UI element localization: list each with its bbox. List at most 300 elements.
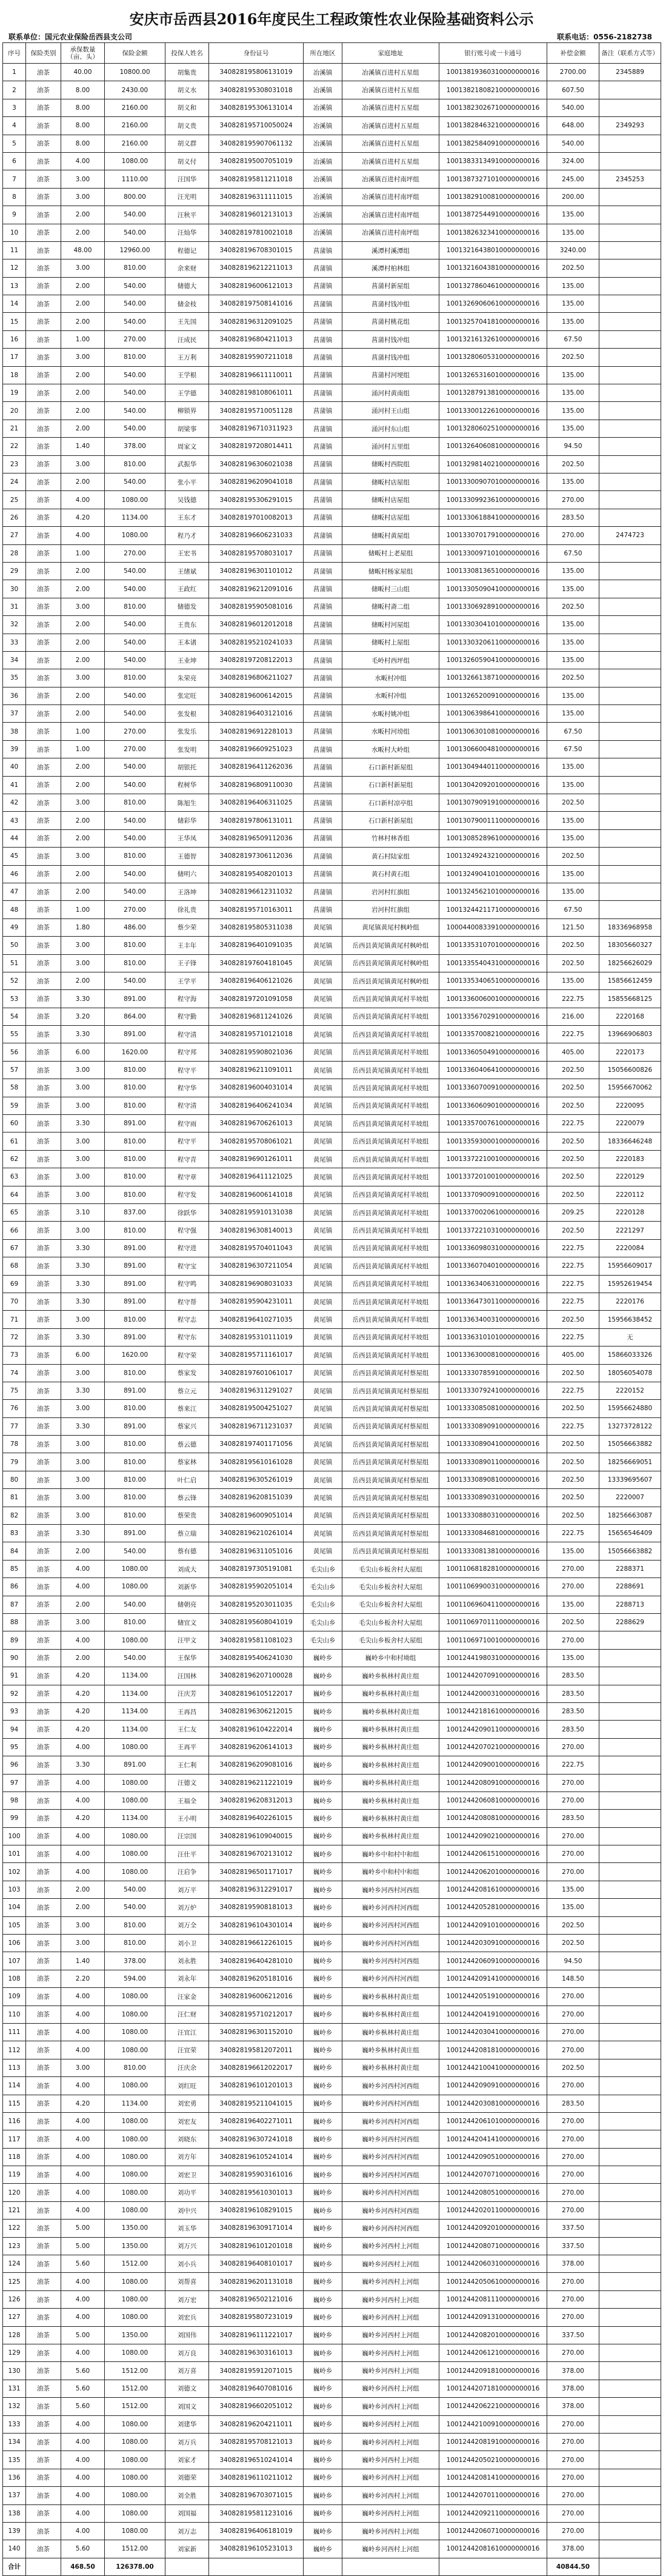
cell-insured-amount: 810.00: [105, 1400, 165, 1417]
cell-quantity: 4.00: [61, 1774, 105, 1791]
cell-remark: 18056054078: [599, 1364, 661, 1382]
cell-quantity: 3.00: [61, 1453, 105, 1471]
cell-insured-amount: 810.00: [105, 349, 165, 366]
cell-region: 黄尾镇: [304, 972, 342, 989]
table-row: [3, 2469, 661, 2486]
cell-address: 巍岭乡中和村中和组: [342, 1863, 439, 1881]
cell-quantity: 2.00: [61, 384, 105, 402]
cell-address: 巍岭乡枞林村黄庄组: [342, 1791, 439, 1809]
cell-category: 油茶: [26, 366, 61, 384]
cell-compensation: 283.50: [547, 1667, 599, 1685]
cell-id-number: 340828196108291015: [209, 2201, 304, 2219]
cell-category: 油茶: [26, 1026, 61, 1043]
cell-category: 油茶: [26, 2344, 61, 2362]
cell-category: 油茶: [26, 918, 61, 936]
cell-region: 巍岭乡: [304, 2433, 342, 2451]
cell-account: 10012442070910000000016: [439, 1667, 547, 1685]
cell-remark: [599, 705, 661, 723]
cell-address: 冶溪镇百进村五星组: [342, 99, 439, 116]
cell-quantity: 2.00: [61, 651, 105, 669]
cell-insured-amount: 1080.00: [105, 491, 165, 509]
cell-seq: 58: [3, 1079, 26, 1097]
cell-account: 10013825840910000000016: [439, 135, 547, 152]
cell-seq: 30: [3, 580, 26, 598]
cell-address: 巍岭乡枞林村黄庄组: [342, 1702, 439, 1720]
cell-quantity: 3.00: [61, 937, 105, 954]
cell-account: 10011068182810000000016: [439, 1560, 547, 1577]
cell-name: 刘永年: [165, 1970, 209, 1987]
cell-id-number: 340828196411262036: [209, 758, 304, 776]
table-row: [3, 883, 661, 900]
cell-id-number: 340828196308140013: [209, 1222, 304, 1239]
cell-seq: 10: [3, 224, 26, 241]
header-address: 家庭地址: [342, 43, 439, 64]
cell-name: 胡义贵: [165, 117, 209, 135]
cell-address: 岳西县黄尾镇黄尾村半坡组: [342, 1186, 439, 1203]
cell-compensation: 270.00: [547, 2184, 599, 2201]
cell-category: 油茶: [26, 1257, 61, 1275]
cell-region: 黄尾镇: [304, 1400, 342, 1417]
cell-address: 冶溪镇百进村南坪组: [342, 188, 439, 206]
cell-account: 10013360704010000000016: [439, 1257, 547, 1275]
cell-id-number: 340828196104301014: [209, 1916, 304, 1934]
cell-name: 刘宏勇: [165, 2095, 209, 2112]
cell-address: 巍岭乡河西村上河组: [342, 2237, 439, 2255]
page-title: 安庆市岳西县2016年度民生工程政策性农业保险基础资料公示: [129, 10, 534, 28]
cell-insured-amount: 810.00: [105, 954, 165, 972]
table-row: [3, 330, 661, 348]
cell-remark: [599, 2023, 661, 2041]
cell-address: 岳西县黄尾镇黄尾村蔡屋组: [342, 1417, 439, 1435]
cell-remark: [599, 1702, 661, 1720]
cell-seq: 61: [3, 1132, 26, 1150]
cell-insured-amount: 2430.00: [105, 81, 165, 99]
cell-remark: [599, 1791, 661, 1809]
cell-account: 10012442061510000000016: [439, 1845, 547, 1863]
cell-category: 油茶: [26, 1613, 61, 1631]
cell-name: 胡义付: [165, 152, 209, 170]
cell-id-number: 340828196708301015: [209, 241, 304, 259]
cell-account: 10013303041010000000016: [439, 616, 547, 634]
cell-insured-amount: 810.00: [105, 1186, 165, 1203]
cell-name: 胡集贵: [165, 64, 209, 81]
table-row: [3, 562, 661, 580]
table-row: [3, 723, 661, 740]
cell-id-number: 340828196602051012: [209, 2398, 304, 2415]
cell-remark: [599, 152, 661, 170]
cell-insured-amount: 891.00: [105, 1756, 165, 1774]
cell-account: 10013364730110000000016: [439, 1293, 547, 1310]
table-row: [3, 2362, 661, 2380]
cell-compensation: 337.50: [547, 2326, 599, 2344]
cell-address: 巍岭乡河西村河西组: [342, 2166, 439, 2184]
cell-remark: [599, 723, 661, 740]
cell-account: 10012442070710000000016: [439, 2166, 547, 2184]
total-address: [342, 2558, 439, 2575]
cell-region: 菖蒲镇: [304, 723, 342, 740]
cell-id-number: 340828197601061017: [209, 1364, 304, 1382]
cell-name: 刘功平: [165, 2184, 209, 2201]
table-row: [3, 634, 661, 651]
cell-category: 油茶: [26, 1008, 61, 1025]
cell-account: 10013300971010000000016: [439, 544, 547, 562]
cell-seq: 1: [3, 64, 26, 81]
cell-region: 菖蒲镇: [304, 241, 342, 259]
cell-category: 油茶: [26, 2201, 61, 2219]
cell-account: 10013360980310000000016: [439, 1239, 547, 1257]
cell-quantity: 4.00: [61, 2112, 105, 2130]
contact-unit: 联系单位：国元农业保险岳西县支公司: [8, 33, 133, 41]
cell-id-number: 340828195710051128: [209, 402, 304, 420]
cell-insured-amount: 1080.00: [105, 1631, 165, 1649]
cell-seq: 111: [3, 2023, 26, 2041]
cell-region: 巍岭乡: [304, 1649, 342, 1667]
cell-address: 岳西县黄尾镇黄尾村半坡组: [342, 1328, 439, 1346]
cell-name: 程守青: [165, 1150, 209, 1168]
cell-insured-amount: 10800.00: [105, 64, 165, 81]
cell-region: 黄尾镇: [304, 1257, 342, 1275]
cell-compensation: 67.50: [547, 723, 599, 740]
cell-account: 10013359300010000000016: [439, 1132, 547, 1150]
cell-compensation: 222.75: [547, 1382, 599, 1399]
table-body: [3, 64, 661, 2576]
cell-compensation: 202.50: [547, 1400, 599, 1417]
cell-compensation: 67.50: [547, 330, 599, 348]
cell-region: 黄尾镇: [304, 1311, 342, 1328]
cell-remark: [599, 544, 661, 562]
cell-address: 巍岭乡枞林村黄庄组: [342, 2006, 439, 2023]
cell-id-number: 340828195812072011: [209, 2041, 304, 2059]
table-row: [3, 2380, 661, 2397]
cell-region: 菖蒲镇: [304, 349, 342, 366]
cell-region: 巍岭乡: [304, 1756, 342, 1774]
cell-region: 巍岭乡: [304, 2041, 342, 2059]
cell-name: 王绪斌: [165, 562, 209, 580]
cell-seq: 113: [3, 2059, 26, 2076]
cell-quantity: 3.30: [61, 1417, 105, 1435]
cell-compensation: 270.00: [547, 2006, 599, 2023]
cell-region: 菖蒲镇: [304, 634, 342, 651]
cell-quantity: 2.00: [61, 420, 105, 437]
cell-address: 巍岭乡河西村上河组: [342, 2326, 439, 2344]
cell-id-number: 340828195710163011: [209, 901, 304, 918]
cell-remark: [599, 2398, 661, 2415]
cell-insured-amount: 270.00: [105, 740, 165, 758]
cell-region: 黄尾镇: [304, 918, 342, 936]
cell-id-number: 340828196201131018: [209, 2273, 304, 2290]
cell-address: 巍岭乡河西村上河组: [342, 2290, 439, 2308]
cell-address: 岳西县黄尾镇黄尾村半坡组: [342, 1097, 439, 1114]
table-row: [3, 384, 661, 402]
header-remark: 备注（联系方式等）: [599, 43, 661, 64]
cell-quantity: 4.00: [61, 2006, 105, 2023]
cell-category: 油茶: [26, 1400, 61, 1417]
cell-address: 岳西县黄尾镇黄尾村蔡屋组: [342, 1525, 439, 1542]
cell-seq: 57: [3, 1061, 26, 1079]
cell-account: 10012442181610000000016: [439, 1702, 547, 1720]
cell-id-number: 340828196301152010: [209, 2023, 304, 2041]
cell-id-number: 340828196407081016: [209, 2380, 304, 2397]
cell-name: 刘红旺: [165, 2077, 209, 2095]
cell-category: 油茶: [26, 1293, 61, 1310]
cell-remark: 15952619454: [599, 1275, 661, 1293]
cell-id-number: 340828195608041019: [209, 1613, 304, 1631]
cell-insured-amount: 1512.00: [105, 2255, 165, 2273]
table-row: [3, 1721, 661, 1738]
cell-category: 油茶: [26, 972, 61, 989]
table-row: [3, 117, 661, 135]
cell-name: 刘万宏: [165, 2290, 209, 2308]
cell-category: 油茶: [26, 206, 61, 224]
cell-insured-amount: 1134.00: [105, 1810, 165, 1827]
cell-compensation: 202.50: [547, 1935, 599, 1952]
cell-region: 菖蒲镇: [304, 616, 342, 634]
cell-insured-amount: 1620.00: [105, 1043, 165, 1061]
cell-remark: [599, 2201, 661, 2219]
cell-remark: [599, 2433, 661, 2451]
cell-seq: 14: [3, 295, 26, 313]
cell-name: 徐跃华: [165, 1204, 209, 1222]
cell-id-number: 340828195811231016: [209, 2504, 304, 2522]
cell-account: 10012442090010000000016: [439, 1756, 547, 1774]
cell-insured-amount: 1620.00: [105, 1347, 165, 1364]
cell-id-number: 340828196312291017: [209, 1881, 304, 1898]
cell-name: 王贵东: [165, 616, 209, 634]
cell-quantity: 1.00: [61, 544, 105, 562]
cell-category: 油茶: [26, 2380, 61, 2397]
cell-seq: 2: [3, 81, 26, 99]
cell-name: 汪庆余: [165, 2059, 209, 2076]
cell-insured-amount: 270.00: [105, 330, 165, 348]
cell-name: 程守进: [165, 1239, 209, 1257]
cell-compensation: 202.50: [547, 848, 599, 865]
cell-category: 油茶: [26, 1810, 61, 1827]
cell-quantity: 3.30: [61, 1239, 105, 1257]
cell-id-number: 340828195406241030: [209, 1649, 304, 1667]
cell-name: 程守志: [165, 1311, 209, 1328]
cell-seq: 68: [3, 1257, 26, 1275]
cell-compensation: 378.00: [547, 2362, 599, 2380]
cell-seq: 40: [3, 758, 26, 776]
cell-address: 巍岭乡河西村河西组: [342, 2148, 439, 2166]
cell-category: 油茶: [26, 1952, 61, 1970]
cell-quantity: 3.00: [61, 1436, 105, 1453]
cell-region: 巍岭乡: [304, 1685, 342, 1702]
cell-insured-amount: 1134.00: [105, 1667, 165, 1685]
cell-account: 10013360406410000000016: [439, 1061, 547, 1079]
cell-category: 油茶: [26, 1649, 61, 1667]
cell-id-number: 340828195610161028: [209, 1453, 304, 1471]
cell-address: 溪潭村溪潭组: [342, 241, 439, 259]
cell-address: 岳西县黄尾镇黄尾村半坡组: [342, 1204, 439, 1222]
cell-name: 蔡家林: [165, 1453, 209, 1471]
cell-quantity: 3.00: [61, 1097, 105, 1114]
cell-name: 刘小兵: [165, 2255, 209, 2273]
cell-region: 巍岭乡: [304, 2201, 342, 2219]
cell-quantity: 2.00: [61, 562, 105, 580]
cell-seq: 73: [3, 1347, 26, 1364]
cell-remark: [599, 349, 661, 366]
cell-insured-amount: 270.00: [105, 544, 165, 562]
cell-address: 储畈村上屋组: [342, 634, 439, 651]
table-row: [3, 848, 661, 865]
cell-account: 10013216132610000000016: [439, 330, 547, 348]
cell-account: 10013066004810000000016: [439, 740, 547, 758]
cell-seq: 43: [3, 812, 26, 829]
cell-category: 油茶: [26, 259, 61, 277]
cell-compensation: 209.25: [547, 1204, 599, 1222]
cell-quantity: 1.40: [61, 1952, 105, 1970]
cell-remark: 2220079: [599, 1115, 661, 1132]
cell-quantity: 3.00: [61, 259, 105, 277]
cell-insured-amount: 810.00: [105, 1916, 165, 1934]
table-row: [3, 1417, 661, 1435]
cell-address: 巍岭乡河西村河西组: [342, 2201, 439, 2219]
cell-id-number: 340828196611110011: [209, 366, 304, 384]
table-row: [3, 937, 661, 954]
cell-address: 岳西县黄尾镇黄尾村半坡组: [342, 1311, 439, 1328]
cell-id-number: 340828196006212016: [209, 1988, 304, 2006]
table-row: [3, 366, 661, 384]
cell-remark: [599, 1685, 661, 1702]
cell-id-number: 340828196402271011: [209, 2112, 304, 2130]
table-row: [3, 2201, 661, 2219]
cell-insured-amount: 594.00: [105, 1970, 165, 1987]
cell-compensation: 135.00: [547, 224, 599, 241]
cell-remark: [599, 669, 661, 687]
cell-id-number: 340828195210241033: [209, 634, 304, 651]
cell-region: 巍岭乡: [304, 2522, 342, 2540]
cell-id-number: 340828196311291027: [209, 1382, 304, 1399]
cell-quantity: 4.00: [61, 2130, 105, 2148]
table-row: [3, 1257, 661, 1275]
cell-seq: 129: [3, 2344, 26, 2362]
header-category: 保险类别: [26, 43, 61, 64]
cell-seq: 48: [3, 901, 26, 918]
cell-remark: [599, 580, 661, 598]
cell-category: 油茶: [26, 705, 61, 723]
cell-category: 油茶: [26, 580, 61, 598]
cell-compensation: 607.50: [547, 81, 599, 99]
cell-account: 10012442060310000000016: [439, 2255, 547, 2273]
cell-category: 油茶: [26, 1132, 61, 1150]
cell-quantity: 3.00: [61, 1400, 105, 1417]
cell-address: 巍岭乡河西村河西组: [342, 1916, 439, 1934]
cell-region: 巍岭乡: [304, 2290, 342, 2308]
cell-region: 毛尖山乡: [304, 1631, 342, 1649]
cell-id-number: 340828196301101012: [209, 562, 304, 580]
cell-address: 巍岭乡河西村上河组: [342, 2451, 439, 2469]
total-name: [165, 2558, 209, 2575]
cell-account: 10012442091010000000016: [439, 1916, 547, 1934]
cell-address: 岳西县黄尾镇黄尾村半坡组: [342, 1026, 439, 1043]
cell-quantity: 3.00: [61, 1079, 105, 1097]
cell-name: 刘德文: [165, 2380, 209, 2397]
cell-remark: 2349293: [599, 117, 661, 135]
cell-compensation: 202.50: [547, 1489, 599, 1507]
cell-seq: 93: [3, 1702, 26, 1720]
table-row: [3, 1649, 661, 1667]
cell-quantity: 4.00: [61, 2522, 105, 2540]
table-row: [3, 918, 661, 936]
cell-region: 巍岭乡: [304, 2059, 342, 2076]
cell-address: 岳西县黄尾镇黄尾村半坡组: [342, 1293, 439, 1310]
cell-insured-amount: 891.00: [105, 1275, 165, 1293]
cell-region: 菖蒲镇: [304, 598, 342, 615]
table-row: [3, 1061, 661, 1079]
table-row: [3, 1489, 661, 1507]
table-row: [3, 1667, 661, 1685]
cell-insured-amount: 810.00: [105, 259, 165, 277]
cell-name: 刘玉华: [165, 2220, 209, 2237]
cell-remark: 15056663882: [599, 1436, 661, 1453]
cell-quantity: 1.40: [61, 438, 105, 455]
cell-name: 刘新华: [165, 1578, 209, 1596]
cell-account: 10013833134910000000016: [439, 152, 547, 170]
cell-compensation: 135.00: [547, 776, 599, 794]
cell-address: 巍岭乡枞林村黄庄组: [342, 1810, 439, 1827]
table-row: [3, 740, 661, 758]
cell-name: 汪庆芳: [165, 1685, 209, 1702]
cell-insured-amount: 540.00: [105, 634, 165, 651]
insurance-table: [2, 42, 661, 2576]
cell-insured-amount: 1080.00: [105, 2130, 165, 2148]
cell-seq: 25: [3, 491, 26, 509]
cell-name: 储明六: [165, 865, 209, 883]
cell-address: 储畈村店屋组: [342, 509, 439, 526]
cell-insured-amount: 1080.00: [105, 2023, 165, 2041]
cell-id-number: 340828196209041018: [209, 473, 304, 490]
cell-category: 油茶: [26, 669, 61, 687]
cell-compensation: 135.00: [547, 402, 599, 420]
cell-remark: 2220007: [599, 1489, 661, 1507]
cell-insured-amount: 540.00: [105, 1649, 165, 1667]
cell-name: 刘国伟: [165, 2326, 209, 2344]
cell-compensation: 202.50: [547, 1471, 599, 1488]
cell-seq: 94: [3, 1721, 26, 1738]
cell-insured-amount: 1134.00: [105, 1721, 165, 1738]
cell-account: 10013266138710000000016: [439, 669, 547, 687]
cell-seq: 70: [3, 1293, 26, 1310]
cell-seq: 62: [3, 1150, 26, 1168]
cell-seq: 105: [3, 1916, 26, 1934]
cell-remark: [599, 1952, 661, 1970]
cell-name: 程守平: [165, 1061, 209, 1079]
cell-quantity: 3.00: [61, 794, 105, 812]
cell-seq: 76: [3, 1400, 26, 1417]
cell-insured-amount: 1080.00: [105, 1791, 165, 1809]
cell-seq: 88: [3, 1613, 26, 1631]
cell-region: 巍岭乡: [304, 2166, 342, 2184]
cell-region: 黄尾镇: [304, 1525, 342, 1542]
cell-insured-amount: 1080.00: [105, 527, 165, 544]
cell-remark: [599, 794, 661, 812]
cell-name: 刘万全: [165, 1916, 209, 1934]
cell-compensation: 378.00: [547, 2398, 599, 2415]
cell-category: 油茶: [26, 1988, 61, 2006]
cell-quantity: 4.00: [61, 2487, 105, 2504]
cell-quantity: 4.00: [61, 1578, 105, 1596]
cell-quantity: 4.20: [61, 1685, 105, 1702]
cell-account: 10012442082010000000016: [439, 2326, 547, 2344]
cell-account: 10012442060810000000016: [439, 1791, 547, 1809]
cell-seq: 63: [3, 1168, 26, 1186]
cell-account: 10013873271010000000016: [439, 170, 547, 188]
cell-compensation: 202.50: [547, 669, 599, 687]
total-id-number: [209, 2558, 304, 2575]
cell-account: 10012442100910000000016: [439, 2415, 547, 2433]
cell-account: 10011069900310000000016: [439, 1578, 547, 1596]
